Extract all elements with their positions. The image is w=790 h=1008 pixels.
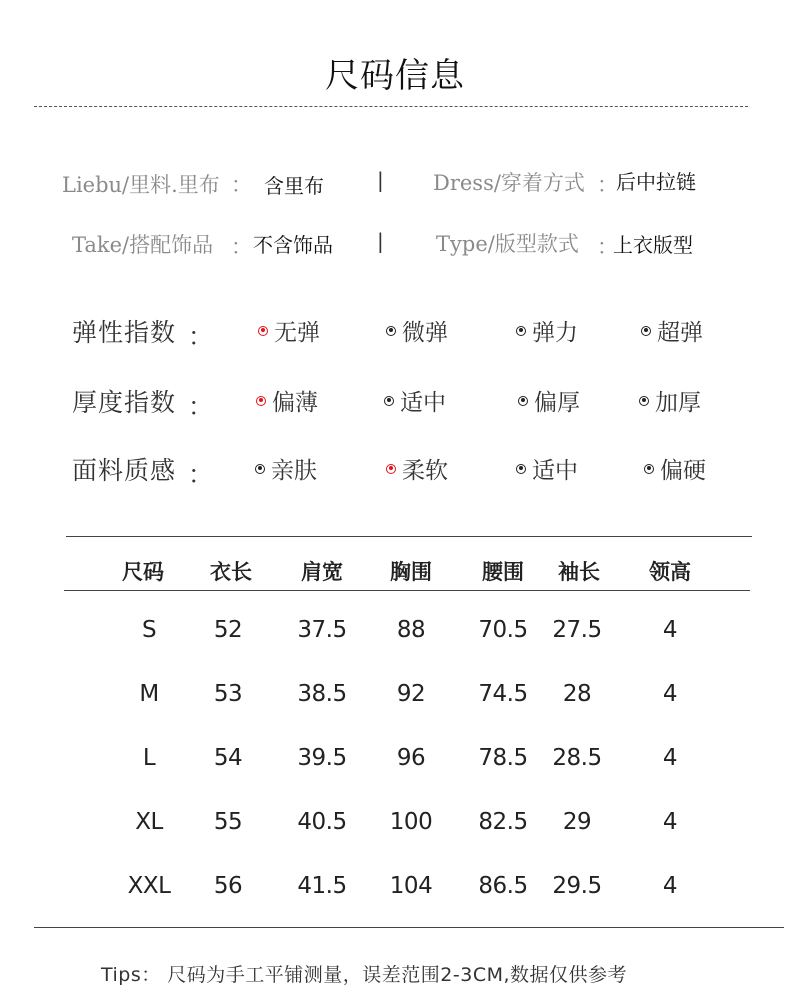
table-cell: 92 [396, 681, 426, 707]
info-value-take: 不含饰品 [253, 233, 333, 257]
info-separator: | [377, 168, 384, 192]
radio-icon [384, 396, 394, 406]
property-option [258, 314, 320, 347]
table-cell: 86.5 [478, 873, 528, 899]
column-header: 领高 [649, 559, 691, 584]
info-value-lining: 含里布 [264, 174, 324, 198]
info-label-type: Type/版型款式 [436, 232, 579, 256]
table-header-line [64, 590, 750, 591]
property-option [384, 384, 446, 417]
table-cell: M [139, 681, 159, 707]
table-cell: 78.5 [478, 745, 528, 771]
table-cell: 37.5 [297, 617, 347, 643]
title-divider [34, 106, 748, 107]
table-cell: 29.5 [552, 873, 602, 899]
table-cell: 41.5 [297, 873, 347, 899]
property-colon: ： [188, 392, 215, 421]
table-cell: 70.5 [478, 617, 528, 643]
table-cell: 28 [562, 681, 592, 707]
property-option-label: 无弹 [274, 320, 320, 346]
info-colon: ： [597, 235, 618, 259]
property-option-label: 柔软 [402, 458, 448, 484]
property-option-label: 亲肤 [271, 458, 317, 484]
property-option [386, 452, 448, 485]
table-cell: 104 [389, 873, 433, 899]
table-cell: 4 [662, 745, 678, 771]
table-cell: S [141, 617, 157, 643]
table-cell: 100 [389, 809, 433, 835]
radio-icon [644, 464, 654, 474]
table-cell: 4 [662, 873, 678, 899]
info-colon: ： [231, 235, 252, 259]
radio-selected-icon [258, 326, 268, 336]
property-option-label: 偏硬 [660, 458, 706, 484]
table-cell: 28.5 [552, 745, 602, 771]
radio-icon [516, 464, 526, 474]
radio-icon [518, 396, 528, 406]
info-label-take: Take/搭配饰品 [72, 233, 214, 257]
table-cell: 38.5 [297, 681, 347, 707]
property-option-label: 微弹 [402, 320, 448, 346]
info-separator: | [377, 229, 384, 253]
property-option-label: 适中 [532, 458, 578, 484]
table-cell: 56 [213, 873, 243, 899]
radio-selected-icon [256, 396, 266, 406]
property-option [518, 384, 580, 417]
property-option [256, 384, 318, 417]
property-option [516, 452, 578, 485]
property-option [386, 314, 448, 347]
property-option [641, 314, 703, 347]
table-cell: 54 [213, 745, 243, 771]
property-option-label: 加厚 [655, 390, 701, 416]
property-label: 弹性指数 [72, 318, 177, 347]
column-header: 胸围 [390, 559, 432, 584]
table-cell: 4 [662, 681, 678, 707]
property-option-label: 弹力 [532, 320, 578, 346]
column-header: 尺码 [122, 559, 164, 584]
table-cell: 74.5 [478, 681, 528, 707]
info-value-type: 上衣版型 [613, 233, 693, 257]
column-header: 袖长 [558, 559, 600, 584]
property-option-label: 偏薄 [272, 390, 318, 416]
table-cell: 29 [562, 809, 592, 835]
property-label: 厚度指数 [72, 388, 177, 417]
info-colon: ： [231, 173, 252, 197]
table-cell: 96 [396, 745, 426, 771]
info-colon: ： [597, 173, 618, 197]
table-cell: 53 [213, 681, 243, 707]
property-option-label: 偏厚 [534, 390, 580, 416]
property-colon: ： [188, 322, 215, 351]
table-cell: 88 [396, 617, 426, 643]
table-top-line [66, 536, 752, 537]
table-cell: L [142, 745, 156, 771]
property-option [516, 314, 578, 347]
table-cell: 55 [213, 809, 243, 835]
radio-selected-icon [386, 464, 396, 474]
column-header: 腰围 [482, 559, 524, 584]
property-option [255, 452, 317, 485]
table-cell: XXL [127, 873, 171, 899]
info-label-dress: Dress/穿着方式 [433, 171, 585, 195]
table-cell: 39.5 [297, 745, 347, 771]
radio-icon [386, 326, 396, 336]
info-value-dress: 后中拉链 [616, 170, 696, 194]
info-label-lining: Liebu/里料.里布 [62, 173, 220, 197]
table-bottom-line [34, 927, 784, 928]
table-cell: XL [135, 809, 163, 835]
property-colon: ： [188, 460, 215, 489]
property-option-label: 超弹 [657, 320, 703, 346]
property-option [639, 384, 701, 417]
table-cell: 40.5 [297, 809, 347, 835]
tips-note: Tips： 尺码为手工平铺测量，误差范围2-3CM,数据仅供参考 [101, 964, 628, 986]
radio-icon [255, 464, 265, 474]
property-label: 面料质感 [72, 456, 177, 485]
table-cell: 4 [662, 617, 678, 643]
table-cell: 4 [662, 809, 678, 835]
radio-icon [639, 396, 649, 406]
radio-icon [516, 326, 526, 336]
property-option [644, 452, 706, 485]
table-cell: 52 [213, 617, 243, 643]
table-cell: 82.5 [478, 809, 528, 835]
column-header: 衣长 [210, 559, 252, 584]
table-cell: 27.5 [552, 617, 602, 643]
column-header: 肩宽 [301, 559, 343, 584]
property-option-label: 适中 [400, 390, 446, 416]
radio-icon [641, 326, 651, 336]
page-title: 尺码信息 [325, 56, 465, 96]
